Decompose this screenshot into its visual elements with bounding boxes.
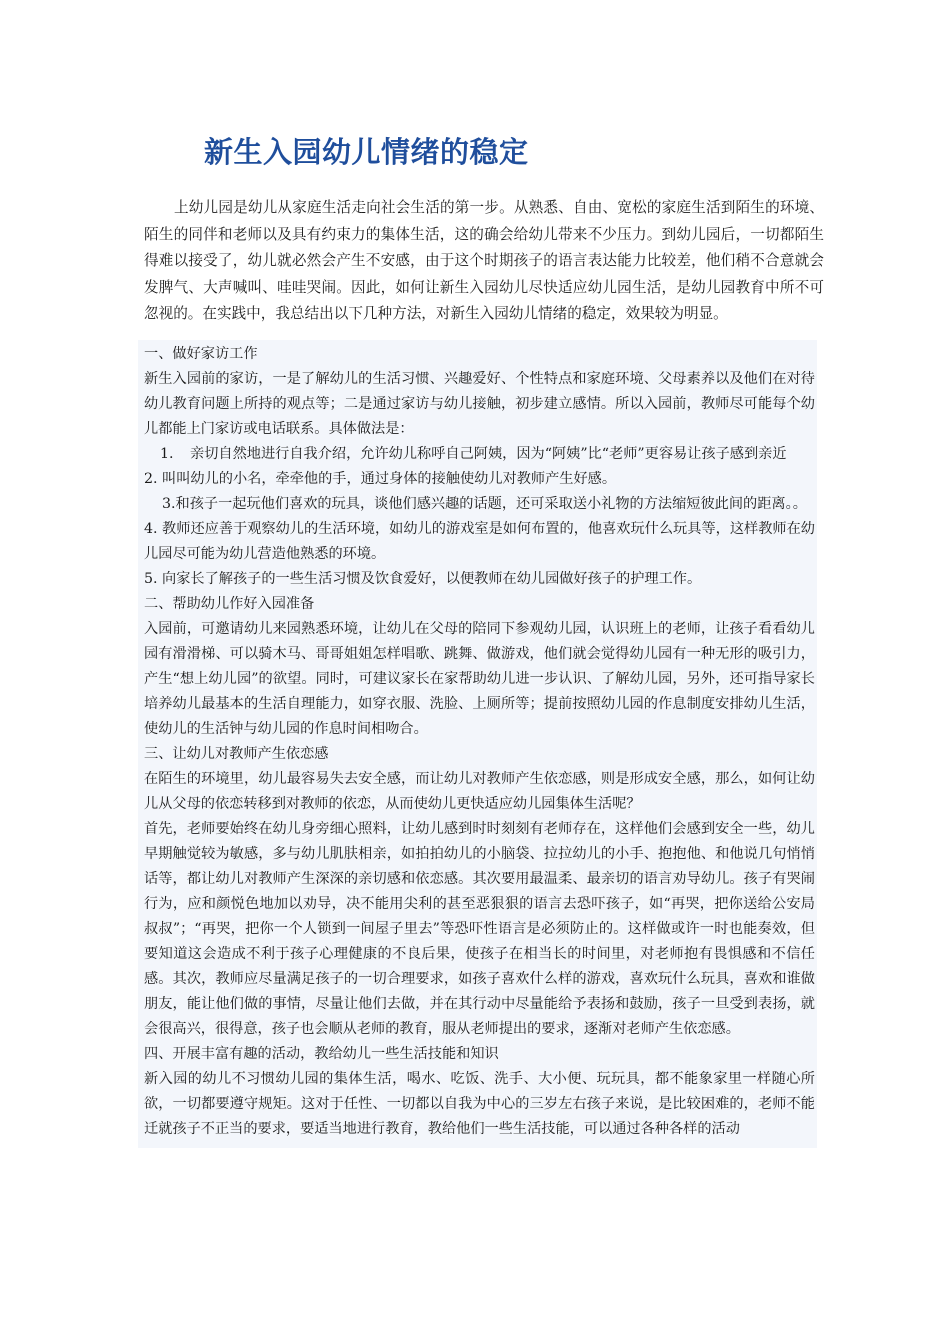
- section-heading-4: 四、开展丰富有趣的活动，教给幼儿一些生活技能和知识: [144, 1046, 499, 1062]
- section-3-paragraph-1: 在陌生的环境里，幼儿最容易失去安全感，而让幼儿对教师产生依恋感，则是形成安全感，那么，如何让幼儿从父母的依恋转移到对教师的依恋，从而使幼儿更快适应幼儿园集体生活呢？: [144, 771, 815, 812]
- section-heading-1: 一、做好家访工作: [144, 346, 258, 362]
- document-body: [138, 340, 817, 1148]
- section-heading-2: 二、帮助幼儿作好入园准备: [144, 596, 315, 612]
- list-item: 2. 叫叫幼儿的小名，牵牵他的手，通过身体的接触使幼儿对教师产生好感。: [144, 471, 617, 487]
- document-title: 新生入园幼儿情绪的稳定: [204, 135, 529, 169]
- list-item-number: 1.: [160, 446, 174, 462]
- section-heading-3: 三、让幼儿对教师产生依恋感: [144, 746, 329, 762]
- section-2-paragraph: 入园前，可邀请幼儿来园熟悉环境，让幼儿在父母的陪同下参观幼儿园，认识班上的老师，让孩子看看幼儿园有滑滑梯、可以骑木马、哥哥姐姐怎样唱歌、跳舞、做游戏，他们就会觉得幼儿园有一种无形的吸引力，产生“想上幼儿园”的欲望。同时，可建议家长在家帮助幼儿进一步认识、了解幼儿园，另外，还可指导家长培养幼儿最基本的生活自理能力，如穿衣服、洗脸、上厕所等；提前按照幼儿园的作息制度安排幼儿生活，使幼儿的生活钟与幼儿园的作息时间相吻合。: [144, 621, 815, 737]
- list-item-text: 亲切自然地进行自我介绍，允许幼儿称呼自己阿姨，因为“阿姨”比“老师”更容易让孩子感到亲近: [190, 446, 787, 462]
- section-4-paragraph: 新入园的幼儿不习惯幼儿园的集体生活，喝水、吃饭、洗手、大小便、玩玩具，都不能象家里一样随心所欲，一切都要遵守规矩。这对于任性、一切都以自我为中心的三岁左右孩子来说，是比较困难的，老师不能迁就孩子不正当的要求，要适当地进行教育，教给他们一些生活技能，可以通过各种各样的活动: [144, 1071, 815, 1137]
- list-item: [144, 442, 815, 467]
- intro-paragraph: 上幼儿园是幼儿从家庭生活走向社会生活的第一步。从熟悉、自由、宽松的家庭生活到陌生的环境、陌生的同伴和老师以及具有约束力的集体生活，这的确会给幼儿带来不少压力。到幼儿园后，一切都陌生得难以接受了，幼儿就必然会产生不安感，由于这个时期孩子的语言表达能力比较差，他们稍不合意就会发脾气、大声喊叫、哇哇哭闹。因此，如何让新生入园幼儿尽快适应幼儿园生活，是幼儿园教育中所不可忽视的。在实践中，我总结出以下几种方法，对新生入园幼儿情绪的稳定，效果较为明显。: [144, 199, 824, 322]
- list-item: 5. 向家长了解孩子的一些生活习惯及饮食爱好，以便教师在幼儿园做好孩子的护理工作。: [144, 571, 702, 587]
- section-1-paragraph: 新生入园前的家访，一是了解幼儿的生活习惯、兴趣爱好、个性特点和家庭环境、父母素养以及他们在对待幼儿教育问题上所持的观点等；二是通过家访与幼儿接触，初步建立感情。所以入园前，教师尽可能每个幼儿都能上门家访或电话联系。具体做法是：: [144, 371, 815, 437]
- list-item: 3.和孩子一起玩他们喜欢的玩具，谈他们感兴趣的话题，还可采取送小礼物的方法缩短彼此间的距离。。: [162, 496, 807, 512]
- section-3-paragraph-2: 首先，老师要始终在幼儿身旁细心照料，让幼儿感到时时刻刻有老师存在，这样他们会感到安全一些，幼儿早期触觉较为敏感，多与幼儿肌肤相亲，如拍拍幼儿的小脑袋、拉拉幼儿的小手、抱抱他、和他说几句悄悄话等，都让幼儿对教师产生深深的亲切感和依恋感。其次要用最温柔、最亲切的语言劝导幼儿。孩子有哭闹行为，应和颜悦色地加以劝导，决不能用尖利的甚至恶狠狠的语言去恐吓孩子，如“再哭，把你送给公安局叔叔”；“再哭，把你一个人锁到一间屋子里去”等恐吓性语言是必须防止的。这样做或许一时也能奏效，但要知道这会造成不利于孩子心理健康的不良后果，使孩子在相当长的时间里，对老师抱有畏惧感和不信任感。其次，教师应尽量满足孩子的一切合理要求，如孩子喜欢什么样的游戏，喜欢玩什么玩具，喜欢和谁做朋友，能让他们做的事情，尽量让他们去做，并在其行动中尽量能给予表扬和鼓励，孩子一旦受到表扬，就会很高兴，很得意，孩子也会顺从老师的教育，服从老师提出的要求，逐渐对老师产生依恋感。: [144, 821, 815, 1037]
- list-item: 4. 教师还应善于观察幼儿的生活环境，如幼儿的游戏室是如何布置的，他喜欢玩什么玩具等，这样教师在幼儿园尽可能为幼儿营造他熟悉的环境。: [144, 521, 815, 562]
